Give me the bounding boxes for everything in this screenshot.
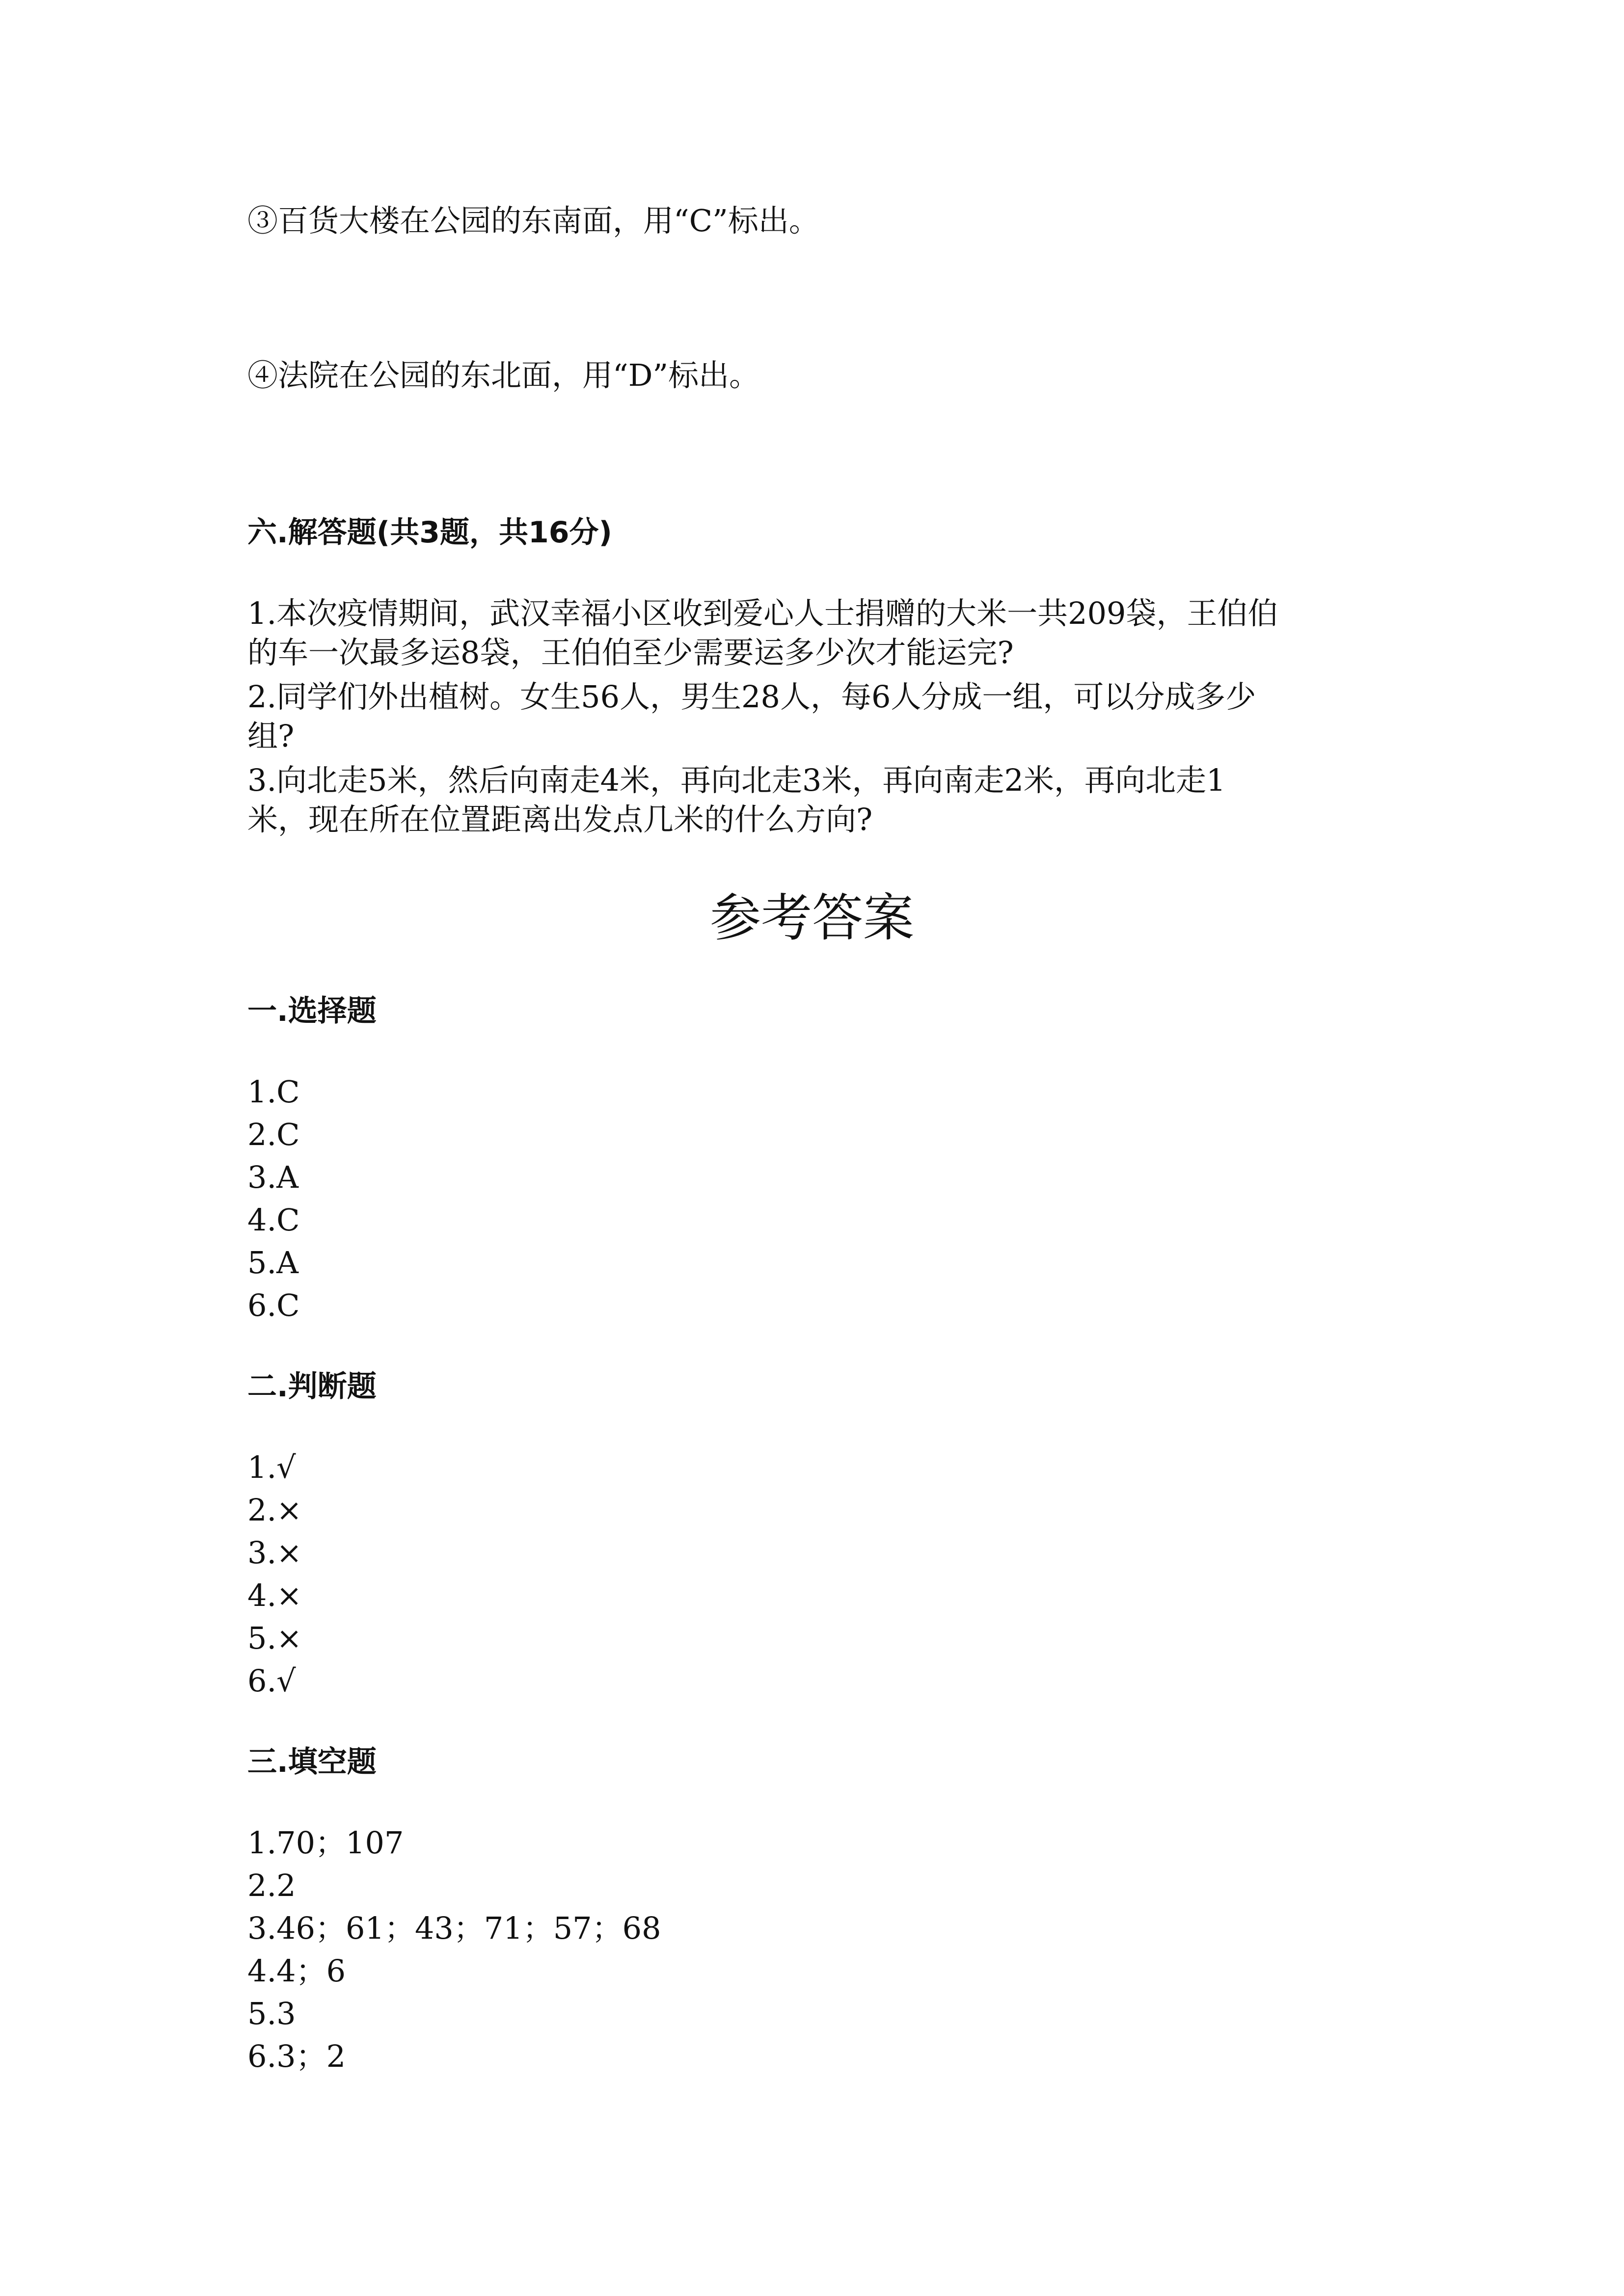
part-3-answer: 2.2	[247, 1868, 296, 1903]
question-3-line-1: 3.向北走5米，然后向南走4米，再向北走3米，再向南走2米，再向北走1	[247, 762, 1226, 798]
map-task-3: ③百货大楼在公园的东南面，用“C”标出。	[247, 203, 819, 239]
part-2-answer: 3.×	[247, 1535, 302, 1571]
part-2-answer: 5.×	[247, 1620, 302, 1656]
part-1-answer: 6.C	[247, 1287, 300, 1323]
part-2-answer: 4.×	[247, 1577, 302, 1613]
part-3-answer: 5.3	[247, 1996, 296, 2031]
part-3-heading: 三.填空题	[247, 1745, 377, 1779]
question-3-line-2: 米，现在所在位置距离出发点几米的什么方向?	[247, 801, 873, 837]
part-1-answer: 5.A	[247, 1245, 298, 1281]
question-2-line-1: 2.同学们外出植树。女生56人，男生28人，每6人分成一组，可以分成多少	[247, 679, 1256, 715]
part-1-answer: 1.C	[247, 1074, 300, 1110]
part-2-answer: 2.×	[247, 1492, 302, 1528]
part-1-answer: 4.C	[247, 1202, 300, 1238]
question-1-line-2: 的车一次最多运8袋，王伯伯至少需要运多少次才能运完?	[247, 635, 1014, 670]
part-2-answer: 1.√	[247, 1449, 296, 1485]
part-3-answer: 6.3；2	[247, 2038, 346, 2074]
part-3-answer: 3.46；61；43；71；57；68	[247, 1910, 661, 1946]
answers-title: 参考答案	[709, 888, 914, 948]
part-1-answer: 3.A	[247, 1159, 298, 1195]
part-1-answer: 2.C	[247, 1117, 300, 1152]
part-2-answer: 6.√	[247, 1663, 296, 1699]
question-2-line-2: 组?	[247, 718, 295, 754]
part-3-answer: 1.70；107	[247, 1825, 404, 1861]
section-6-heading: 六.解答题(共3题，共16分)	[247, 515, 612, 550]
part-1-heading: 一.选择题	[247, 994, 377, 1028]
part-2-heading: 二.判断题	[247, 1369, 377, 1404]
question-1-line-1: 1.本次疫情期间，武汉幸福小区收到爱心人士捐赠的大米一共209袋，王伯伯	[247, 595, 1278, 631]
map-task-4: ④法院在公园的东北面，用“D”标出。	[247, 357, 760, 393]
part-3-answer: 4.4；6	[247, 1953, 346, 1989]
